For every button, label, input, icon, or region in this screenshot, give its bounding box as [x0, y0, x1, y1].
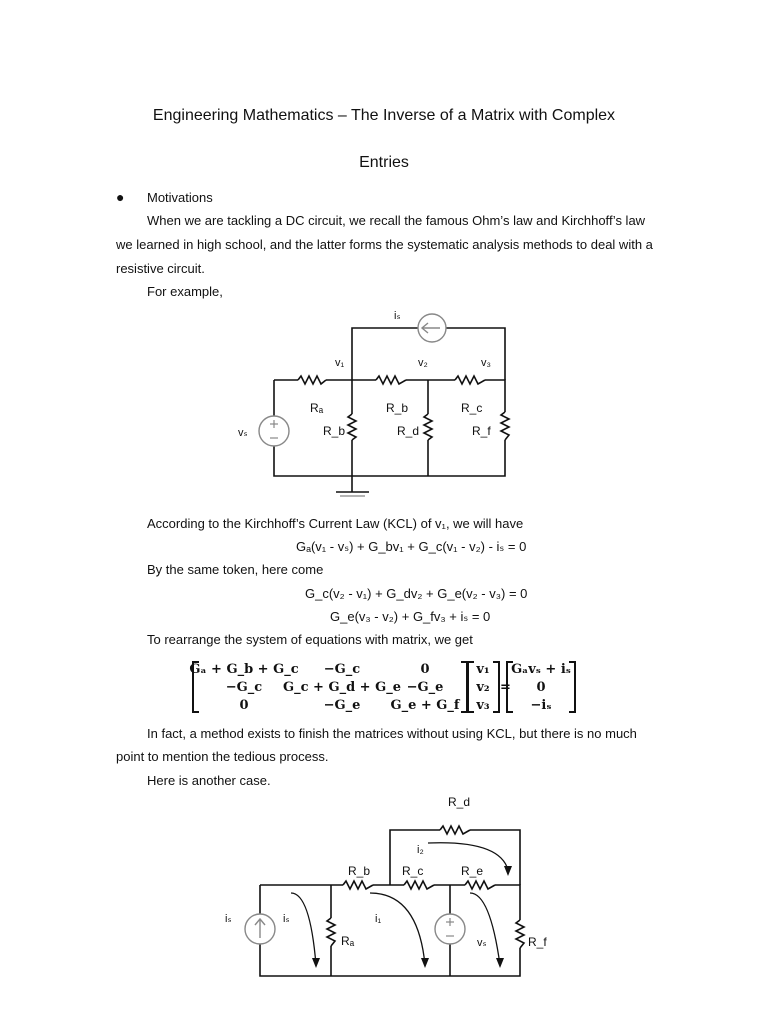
page-title-line-2: Entries: [359, 154, 409, 171]
matrix-a-12: −G_c: [323, 662, 361, 677]
paragraph-6-line-1: In fact, a method exists to finish the matrices without using KCL, but there is no much: [147, 726, 637, 741]
equation-2: G_c(v₂ - v₁) + G_dv₂ + G_e(v₂ - v₃) = 0: [305, 586, 528, 601]
vector-x-1: v₁: [476, 662, 490, 677]
label-vs: vₛ: [238, 427, 248, 439]
vector-b-1: Gₐvₛ + iₛ: [511, 662, 571, 677]
paragraph-1-line-2: we learned in high school, and the latter forms the systematic analysis methods to deal with a: [116, 237, 653, 252]
matrix-a-33: G_e + G_f: [390, 698, 460, 713]
resistor-rf-icon: [516, 920, 524, 948]
label-rd: R_d: [397, 424, 420, 438]
voltage-source-icon: [435, 914, 465, 944]
matrix-a-13: 0: [420, 662, 430, 677]
paragraph-5: To rearrange the system of equations with matrix, we get: [147, 632, 473, 647]
resistor-re-icon: [465, 881, 495, 889]
equation-1: Gₐ(v₁ - vₛ) + G_bv₁ + G_c(v₁ - v₂) - iₛ = 0: [296, 539, 527, 554]
circuit2-wires: [260, 830, 520, 976]
loop-arrow-vs-icon: [470, 893, 504, 968]
vector-b-2: 0: [536, 680, 546, 695]
matrix-a-23: −G_e: [406, 680, 444, 695]
resistor-rd-icon: [440, 826, 470, 834]
label-i1: i₁: [375, 913, 382, 925]
paragraph-2: For example,: [147, 284, 223, 299]
matrix-a-21: −G_c: [225, 680, 263, 695]
label-vs: vₛ: [477, 937, 487, 949]
matrix-a-31: 0: [239, 698, 249, 713]
equation-3: G_e(v₃ - v₂) + G_fv₃ + iₛ = 0: [330, 609, 491, 624]
label-v2: v₂: [418, 357, 428, 369]
loop-arrow-i1-icon: [370, 893, 429, 968]
matrix-a-22: G_c + G_d + G_e: [283, 680, 401, 695]
resistor-ra-icon: [327, 918, 335, 946]
resistor-rb-icon: [343, 881, 373, 889]
paragraph-4: By the same token, here come: [147, 562, 324, 577]
paragraph-1-line-1: When we are tackling a DC circuit, we recall the famous Ohm’s law and Kirchhoff’s law: [147, 213, 646, 228]
section-heading: Motivations: [147, 190, 213, 205]
label-v1: v₁: [335, 357, 345, 369]
page-title-line-1: Engineering Mathematics – The Inverse of a Matrix with Complex: [152, 107, 616, 124]
paragraph-3: According to the Kirchhoff’s Current Law (KCL) of v₁, we will have: [147, 516, 524, 531]
label-ra: Rₐ: [341, 934, 355, 948]
vector-x-2: v₂: [476, 680, 490, 695]
label-rf: R_f: [528, 935, 547, 949]
label-is: iₛ: [394, 310, 401, 322]
paragraph-1-line-3: resistive circuit.: [116, 261, 205, 276]
label-rb: R_b: [386, 401, 409, 415]
resistor-rc-icon: [404, 881, 434, 889]
paragraph-6-line-2: point to mention the tedious process.: [116, 749, 329, 764]
label-rb-vertical: R_b: [323, 424, 346, 438]
vector-x-3: v₃: [476, 698, 490, 713]
paragraph-7: Here is another case.: [147, 773, 271, 788]
label-rb: R_b: [348, 864, 371, 878]
label-rc: R_c: [461, 401, 483, 415]
matrix-a-32: −G_e: [323, 698, 361, 713]
label-rf: R_f: [472, 424, 491, 438]
label-is-source: iₛ: [225, 913, 232, 925]
label-i2: i₂: [417, 844, 424, 856]
matrix-equals: =: [500, 680, 511, 695]
matrix-a-11: Gₐ + G_b + G_c: [189, 662, 299, 677]
current-source-icon: [245, 914, 275, 944]
label-rc: R_c: [402, 864, 424, 878]
loop-arrow-is-icon: [291, 893, 320, 968]
label-ra: Rₐ: [310, 401, 324, 415]
vector-b-3: −iₛ: [530, 698, 552, 713]
label-is-loop: iₛ: [283, 913, 290, 925]
label-v3: v₃: [481, 357, 491, 369]
bullet: ●: [116, 189, 125, 205]
label-rd: R_d: [448, 795, 471, 809]
label-re: R_e: [461, 864, 484, 878]
